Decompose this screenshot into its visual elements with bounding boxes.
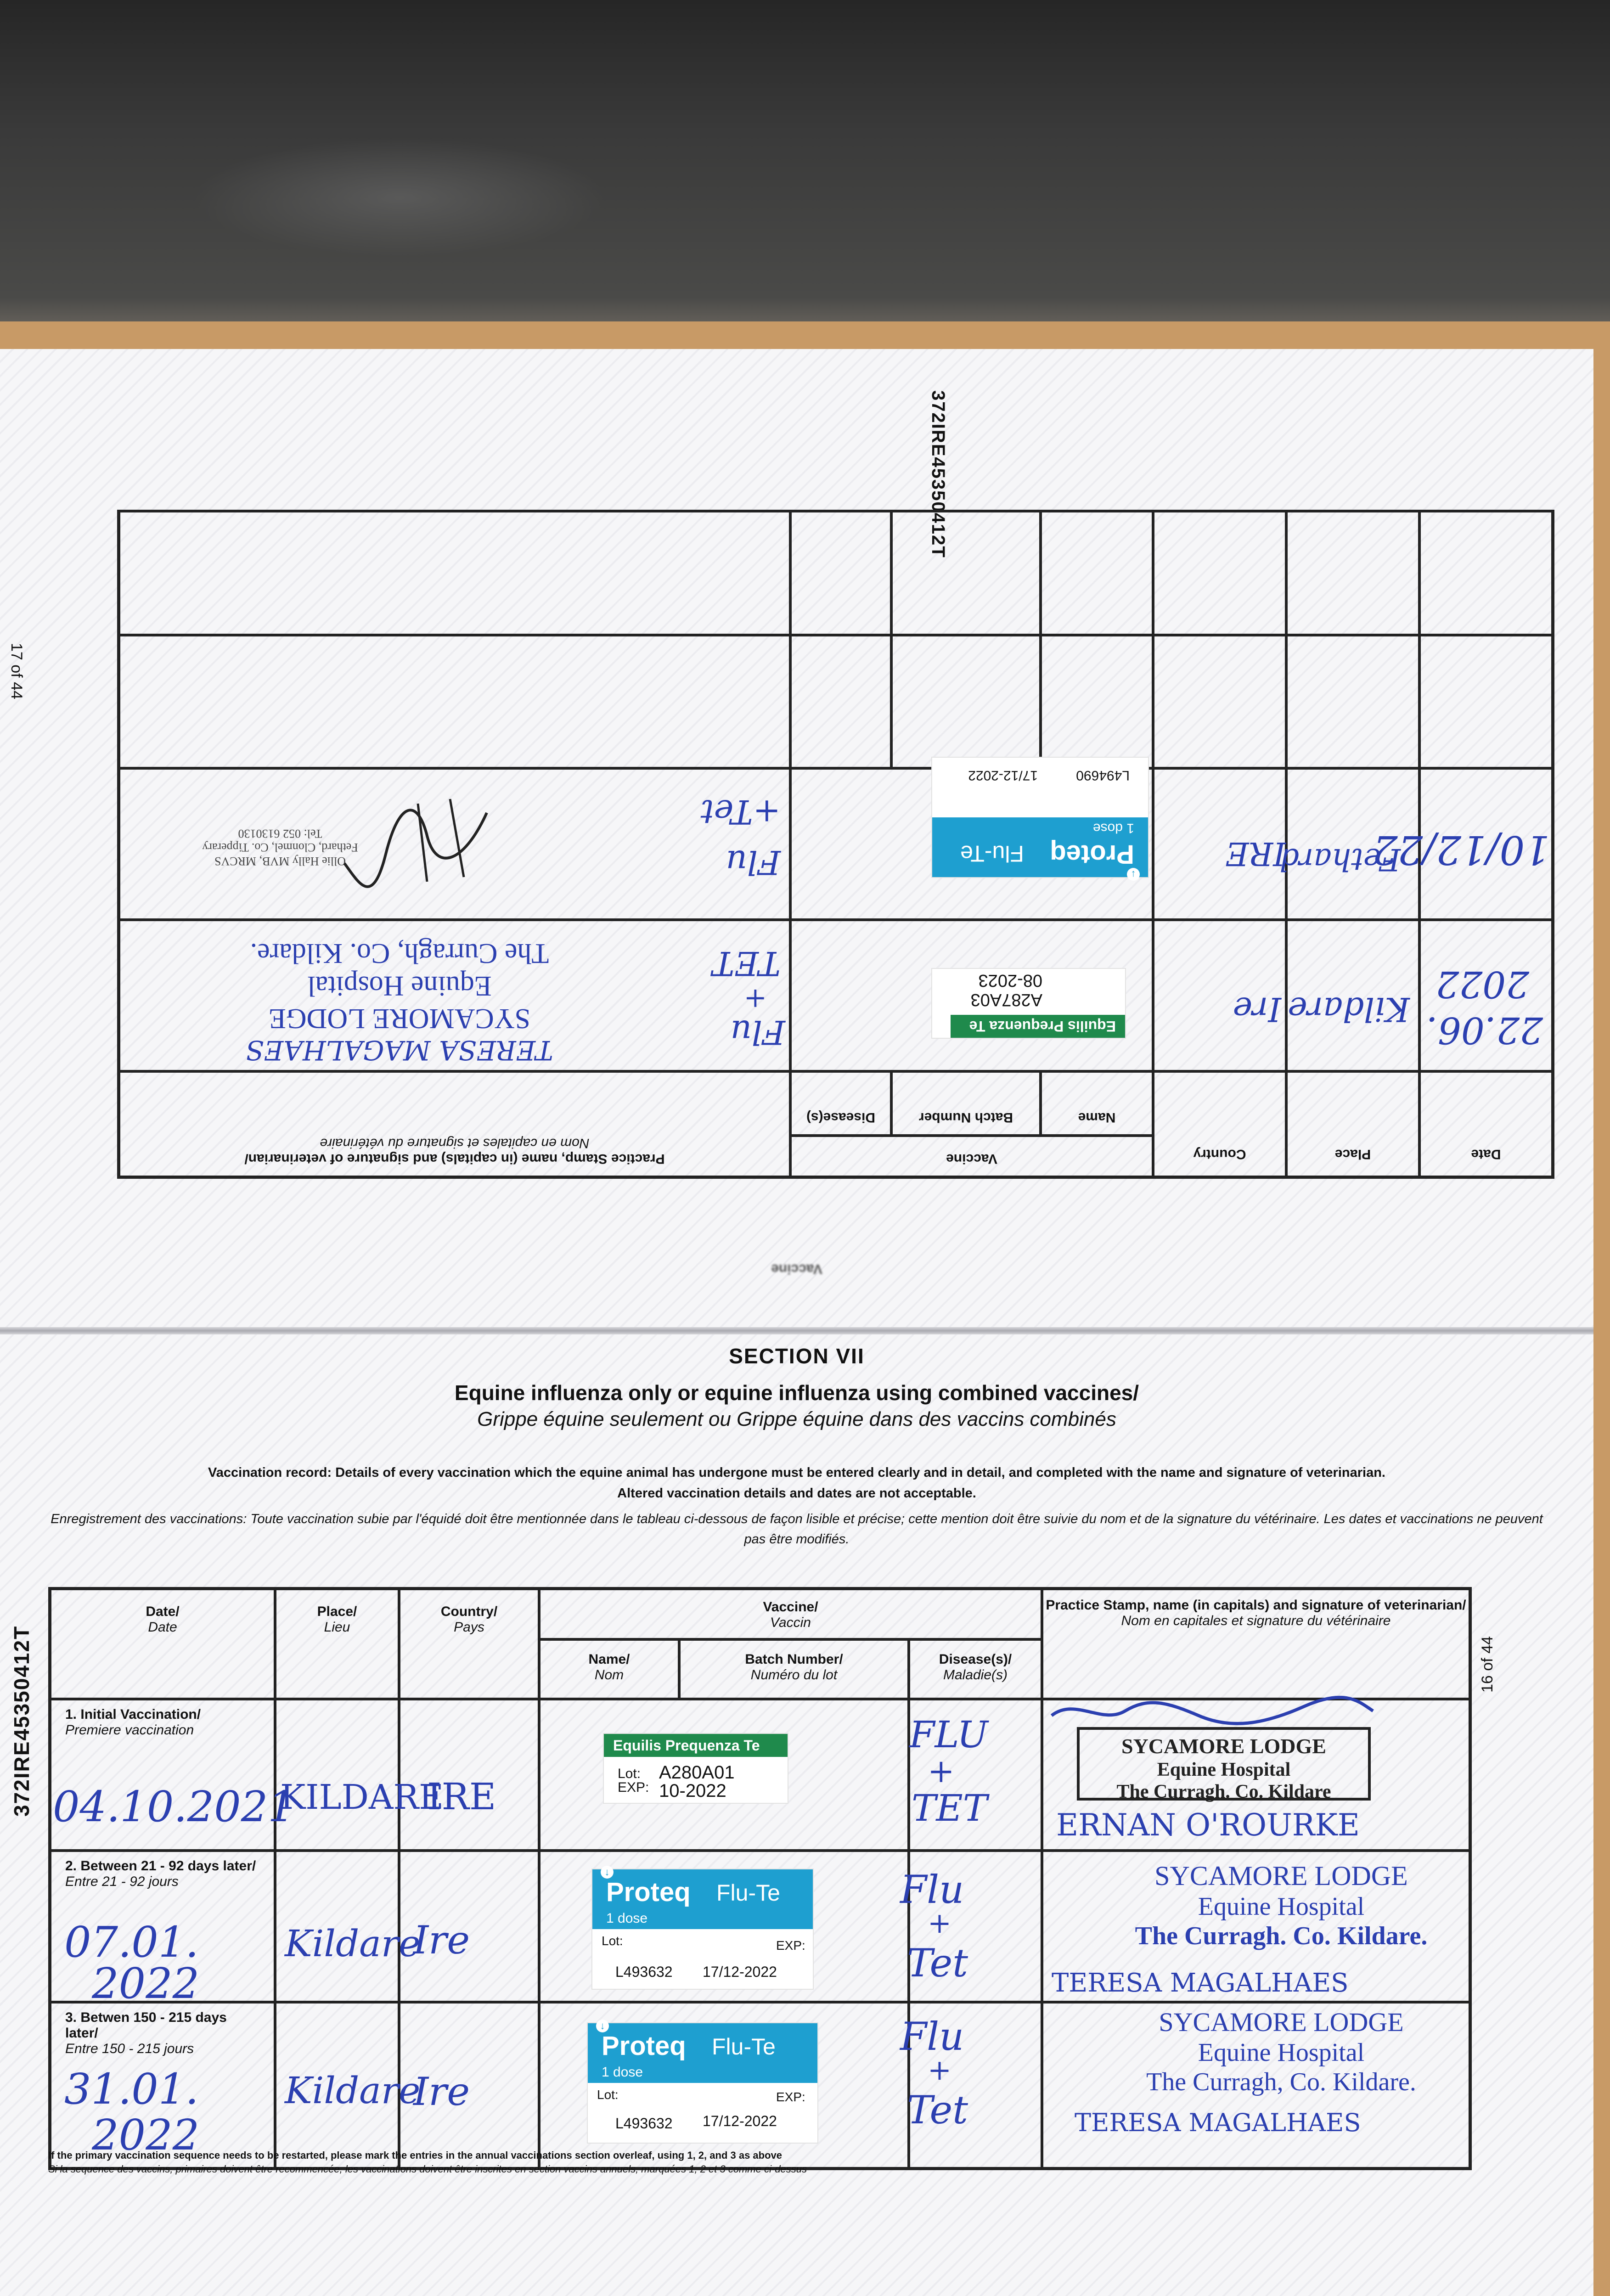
row4-stamp-cell — [119, 511, 790, 635]
row1-place: Kildare — [1288, 990, 1410, 1029]
lot-caption: Lot: — [602, 1934, 623, 1948]
row3-stamp-line1: SYCAMORE LODGE — [1159, 2007, 1404, 2037]
header-country-en: Country/ — [440, 1604, 498, 1619]
row4-place-cell — [1286, 511, 1419, 635]
passport-id-code-bottom: 372IRE45350412T — [10, 1625, 34, 1817]
row3-stamp-line2: Equine Hospital — [1198, 2038, 1365, 2067]
arrow-icon: ↓ — [596, 2020, 609, 2032]
proteq-product: Flu-Te — [716, 1880, 780, 1906]
section-title: SECTION VII — [729, 1344, 865, 1368]
header-vaccine-en: Vaccine/ — [763, 1599, 818, 1615]
row2-disease-3: Tet — [907, 1941, 968, 1986]
row1-stamp-line2: Equine Hospital — [1157, 1759, 1291, 1780]
header-name — [539, 1639, 679, 1699]
header-place-en: Place/ — [317, 1604, 357, 1619]
row1-country: Ire — [1233, 990, 1281, 1029]
row3-exp: 17/12-2022 — [703, 2113, 777, 2129]
row2-disease-2: +Tet — [700, 793, 781, 831]
row3-practice-stamp — [1102, 2007, 1460, 2097]
row4-country-cell — [1153, 511, 1286, 635]
row2-country: IRE — [1225, 835, 1286, 872]
proteq-brand: Proteq — [1050, 839, 1134, 869]
row3-disease-2: + — [928, 2053, 951, 2087]
header-country — [399, 1589, 539, 1699]
row2-exp: 17/12-2022 — [968, 768, 1038, 783]
row3-country: Ire — [413, 2069, 470, 2114]
header-disease — [909, 1639, 1042, 1699]
row1-label-en: 1. Initial Vaccination/ — [65, 1707, 201, 1722]
row1-practice-stamp — [170, 936, 629, 1065]
row1-stamp-line1: SYCAMORE LODGE — [1121, 1734, 1326, 1758]
header-country-fr: Pays — [454, 1620, 484, 1635]
title-english: Equine influenza only or equine influenza using combined vaccines/ — [454, 1381, 1139, 1405]
row2-lot: L494690 — [1076, 768, 1130, 783]
row3-name-cell — [1041, 635, 1153, 768]
proteq-brand: Proteq — [602, 2031, 686, 2061]
row1-signature — [1047, 1693, 1378, 1729]
row2-stamp-line2: Equine Hospital — [1198, 1892, 1365, 1921]
row1-disease-3: TET — [712, 944, 781, 983]
proteq-brand: Proteq — [606, 1877, 691, 1907]
row2-vaccine-label — [592, 1866, 813, 1989]
booklet-spine — [0, 1327, 1593, 1334]
row1-date-line2: 2022 — [1435, 963, 1529, 1006]
note-french: Enregistrement des vaccinations: Toute vaccination subie par l'équidé doit être mentionnée dans le tableau ci-dessous de façon lisible et précise; cette mention doit être suivie du nom et de la signature du vétérinaire. Les dates et vaccinations ne peuvent pas être modifiés. — [51, 1512, 1543, 1547]
header-disease-fr: Maladie(s) — [943, 1667, 1008, 1683]
header-batch-fr: Numéro du lot — [750, 1667, 838, 1683]
row3-stamp-cell — [119, 635, 790, 768]
header-disease — [790, 1071, 891, 1136]
row2-disease-1: Flu — [900, 1867, 964, 1912]
row2-label-fr: Entre 21 - 92 jours — [65, 1874, 179, 1889]
header-date-fr: Date — [148, 1620, 177, 1635]
equilis-product: Prequenza Te — [665, 1737, 760, 1754]
row2-place: Fethard — [1279, 842, 1401, 877]
header-place-fr: Lieu — [324, 1620, 350, 1635]
row1-stamp-line3: The Curragh. Co. Kildare — [1116, 1781, 1331, 1803]
note-english: Vaccination record: Details of every vaccination which the equine animal has undergone must be entered clearly and in detail, and completed with the name and signature of veterinarian. — [208, 1465, 1385, 1480]
header-vaccine-label: Vaccine — [946, 1151, 997, 1166]
row1-exp: 08-2023 — [978, 971, 1042, 990]
footnote-english: If the primary vaccination sequence needs to be restarted, please mark the entries in the annual vaccinations section overleaf, using 1, 2, and 3 as above — [48, 2150, 782, 2161]
blurred-note: Vaccine — [771, 1261, 822, 1277]
passport-page-16 — [0, 1334, 1593, 2296]
row3-place-cell — [1286, 635, 1419, 768]
passport-page-17 — [0, 354, 1593, 1332]
header-disease-label: Disease(s) — [806, 1110, 876, 1125]
header-batch-label: Batch Number — [918, 1110, 1013, 1125]
row3-batch-cell — [891, 635, 1041, 768]
header-country — [1153, 1071, 1286, 1177]
row4-disease-cell — [790, 511, 891, 635]
row1-lot: A287A03 — [970, 990, 1042, 1009]
row1-stamp-line1: SYCAMORE LODGE — [268, 1003, 531, 1035]
header-stamp-en: Practice Stamp, name (in capitals) and signature of veterinarian/ — [1046, 1598, 1466, 1613]
header-date — [50, 1589, 275, 1699]
row2-stamp-line3: The Curragh. Co. Kildare. — [1135, 1922, 1428, 1951]
row2-stamp-line3: Tel: 052 6130130 — [238, 827, 322, 841]
smudge — [193, 138, 606, 257]
equilis-brand: Equilis — [613, 1737, 661, 1754]
page-number-16: 16 of 44 — [1479, 1636, 1496, 1693]
row1-vet-name: ERNAN O'ROURKE — [1056, 1807, 1360, 1843]
row1-disease-2: + — [928, 1752, 955, 1790]
proteq-brand-band — [588, 2020, 817, 2083]
arrow-icon: ↓ — [601, 1866, 614, 1879]
header-stamp-label: Practice Stamp, name (in capitals) and signature of veterinarian/ — [244, 1151, 665, 1166]
row3-place: Kildare — [285, 2069, 421, 2112]
lot-caption: Lot: — [618, 1766, 641, 1781]
row2-date-line2: 2022 — [92, 1959, 200, 2008]
row3-label-en: 3. Betwen 150 - 215 days later/ — [65, 2010, 227, 2041]
row1-date: 04.10.2021 — [53, 1782, 295, 1831]
proteq-dose: 1 dose — [1092, 821, 1134, 836]
header-stamp — [1042, 1589, 1470, 1699]
row1-vaccine-label — [932, 969, 1125, 1038]
header-stamp — [119, 1071, 790, 1177]
header-place — [275, 1589, 399, 1699]
header-place-label: Place — [1334, 1147, 1371, 1162]
row1-stamp-line3: The Curragh, Co. Kildare. — [250, 937, 549, 969]
scanner-background — [0, 0, 1610, 331]
proteq-dose: 1 dose — [602, 2065, 643, 2080]
equilis-brand: Equilis — [1068, 1018, 1116, 1035]
header-vaccine — [790, 1136, 1153, 1177]
row2-stamp-line2: Fethard, Clonmel, Co. Tipperary — [202, 841, 358, 855]
row1-lot: A280A01 — [659, 1762, 735, 1783]
header-stamp-fr: Nom en capitales et signature du vétérinaire — [1121, 1613, 1391, 1628]
header-date — [1419, 1071, 1553, 1177]
row1-label-fr: Premiere vaccination — [65, 1722, 194, 1738]
exp-caption: EXP: — [776, 2090, 805, 2104]
header-name-label: Name — [1078, 1110, 1116, 1125]
row1-disease-1: Flu — [730, 1013, 785, 1052]
row1-exp: 10-2022 — [659, 1781, 726, 1801]
row3-disease-cell — [790, 635, 891, 768]
header-batch — [891, 1071, 1041, 1136]
row3-vaccine-label — [588, 2020, 817, 2143]
proteq-product: Flu-Te — [712, 2034, 776, 2060]
row2-vaccine-label — [932, 758, 1148, 880]
row2-stamp-line1: SYCAMORE LODGE — [1154, 1861, 1408, 1891]
header-disease-en: Disease(s)/ — [939, 1652, 1012, 1667]
row2-disease-1: Flu — [726, 843, 781, 882]
row2-vet-name: TERESA MAGALHAES — [1052, 1968, 1349, 1998]
row3-stamp-line3: The Curragh, Co. Kildare. — [1146, 2068, 1416, 2097]
header-name-fr: Nom — [594, 1667, 624, 1683]
blurred-header-text — [0, 1261, 1593, 1277]
row3-label-fr: Entre 150 - 215 jours — [65, 2041, 194, 2056]
header-place — [1286, 1071, 1419, 1177]
exp-caption: EXP: — [618, 1780, 649, 1795]
row3-date-line1: 31.01. — [64, 2065, 199, 2114]
header-name-en: Name/ — [588, 1652, 630, 1667]
row3-country-cell — [1153, 635, 1286, 768]
header-country-label: Country — [1193, 1147, 1246, 1162]
row4-batch-cell — [891, 511, 1041, 635]
lot-caption: Lot: — [597, 2088, 619, 2102]
row1-disease-2: + — [743, 983, 767, 1015]
row2-date: 10/12/22 — [1372, 827, 1550, 872]
row2-country: Ire — [413, 1918, 470, 1963]
header-date-en: Date/ — [146, 1604, 180, 1619]
arrow-icon: ↓ — [1127, 868, 1140, 881]
exp-caption: EXP: — [776, 1938, 805, 1953]
row2-disease-2: + — [928, 1906, 951, 1940]
row3-lot: L493632 — [615, 2115, 673, 2132]
equilis-product: Prequenza Te — [969, 1018, 1064, 1035]
page-number: 17 of 44 — [8, 643, 25, 699]
row1-disease-1: FLU — [909, 1713, 988, 1756]
row1-vet-name: TERESA MAGALHAES — [246, 1035, 553, 1066]
row1-stamp-line2: Equine Hospital — [307, 970, 492, 1002]
row1-country: IRE — [427, 1775, 496, 1818]
equilis-brand-band — [951, 1015, 1125, 1038]
header-name — [1041, 1071, 1153, 1136]
passport-id-code: 372IRE45350412T — [928, 390, 948, 558]
row3-date-line2: 2022 — [92, 2110, 200, 2160]
row3-date-cell — [1419, 635, 1553, 768]
row1-date-line1: 22.06. — [1426, 1009, 1543, 1052]
note-english-2: Altered vaccination details and dates are not acceptable. — [617, 1486, 976, 1501]
row2-place: Kildare — [285, 1922, 421, 1965]
proteq-product: Flu-Te — [960, 841, 1024, 867]
row4-date-cell — [1419, 511, 1553, 635]
row4-name-cell — [1041, 511, 1153, 635]
row1-practice-stamp — [1077, 1727, 1371, 1801]
row1-country-cell — [399, 1699, 539, 1851]
row1-place: KILDARE — [280, 1778, 444, 1817]
row2-label-en: 2. Between 21 - 92 days later/ — [65, 1858, 256, 1874]
row2-exp: 17/12-2022 — [703, 1964, 777, 1980]
row2-stamp-line1: Ollie Hally MVB, MRCVS — [214, 855, 346, 868]
proteq-dose: 1 dose — [606, 1911, 648, 1926]
title-french: Grippe équine seulement ou Grippe équine dans des vaccins combinés — [477, 1408, 1116, 1430]
row3-vet-name: TERESA MAGALHAES — [1075, 2108, 1361, 2137]
row3-disease-3: Tet — [907, 2088, 968, 2133]
row2-date-line1: 07.01. — [64, 1918, 199, 1967]
row1-vaccine-label — [604, 1734, 788, 1803]
row2-signature — [340, 790, 491, 891]
proteq-brand-band — [592, 1866, 813, 1929]
equilis-brand-band — [604, 1734, 788, 1757]
header-stamp-label-fr: Nom en capitales et signature du vétérinaire — [320, 1136, 590, 1151]
proteq-brand-band — [932, 817, 1148, 880]
footnote-french: Si la sequence des vaccins, primaires doivent être recommencée, les vaccinations doivent être inscrites en section vaccins annuels, marquées 1, 2 et 3 comme ci-dessus — [48, 2163, 807, 2175]
header-vaccine-fr: Vaccin — [770, 1615, 811, 1630]
row3-disease-1: Flu — [900, 2014, 964, 2059]
header-vaccine — [539, 1589, 1042, 1639]
row2-lot: L493632 — [615, 1964, 673, 1980]
header-batch-en: Batch Number/ — [745, 1652, 843, 1667]
header-batch — [679, 1639, 909, 1699]
row2-practice-stamp — [1102, 1860, 1460, 1951]
header-date-label: Date — [1471, 1147, 1501, 1162]
row1-disease-3: TET — [912, 1787, 988, 1829]
